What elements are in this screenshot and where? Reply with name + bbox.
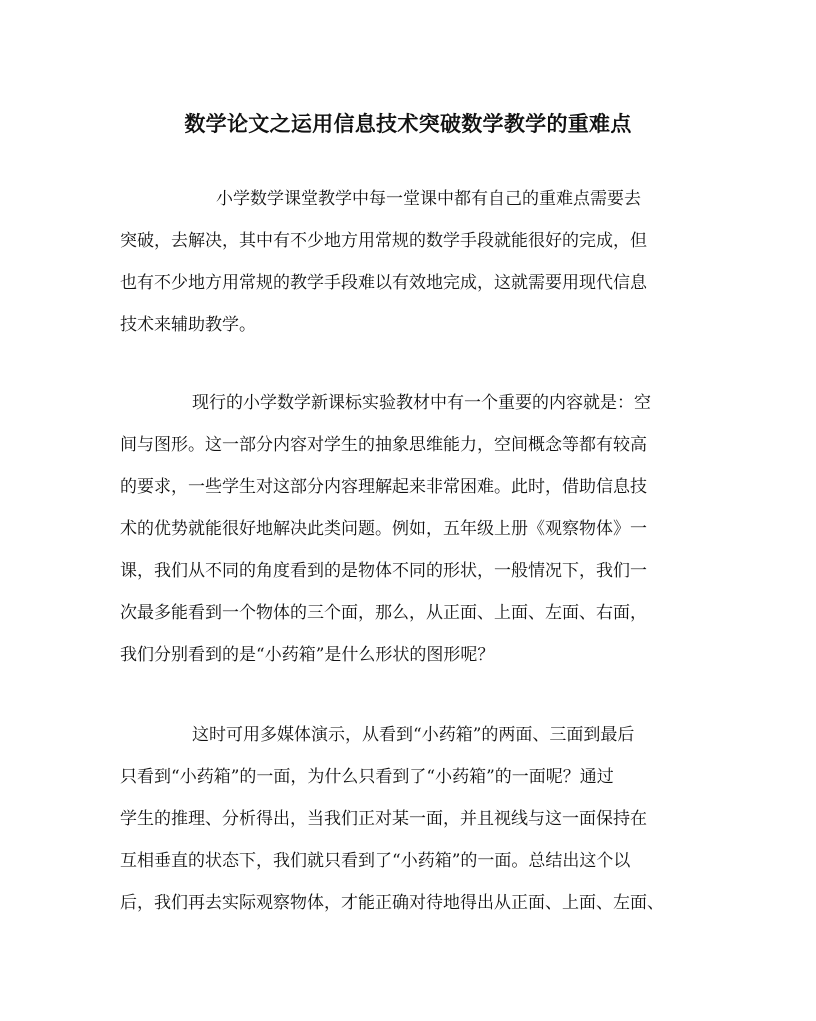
paragraph-line: 术的优势就能很好地解决此类问题。例如，五年级上册《观察物体》一 [120,519,647,539]
paragraph-line: 次最多能看到一个物体的三个面，那么，从正面、上面、左面、右面， [120,603,647,623]
paragraph-line: 只看到“小药箱”的一面，为什么只看到了“小药箱”的一面呢？通过 [120,767,614,787]
paragraph-1 [120,178,647,346]
paragraph-line: 技术来辅助教学。 [120,315,256,335]
paragraph-line: 我们分别看到的是“小药箱”是什么形状的图形呢？ [120,645,495,665]
paragraph-line: 学生的推理、分析得出，当我们正对某一面，并且视线与这一面保持在 [120,809,647,829]
page-title: 数学论文之运用信息技术突破数学教学的重难点 [184,111,632,136]
paragraph-line: 突破，去解决，其中有不少地方用常规的数学手段就能很好的完成，但 [120,231,647,251]
paragraph-line: 后，我们再去实际观察物体，才能正确对待地得出从正面、上面、左面、 [120,893,664,913]
paragraph-line: 间与图形。这一部分内容对学生的抽象思维能力，空间概念等都有较高 [120,435,647,455]
paragraph-line: 小学数学课堂教学中每一堂课中都有自己的重难点需要去 [216,189,641,209]
paragraph-line: 课，我们从不同的角度看到的是物体不同的形状，一般情况下，我们一 [120,561,647,581]
paragraph-2 [120,382,651,676]
paragraph-line: 这时可用多媒体演示，从看到“小药箱”的两面、三面到最后 [192,725,635,745]
paragraph-line: 的要求，一些学生对这部分内容理解起来非常困难。此时，借助信息技 [120,477,647,497]
paragraph-line: 互相垂直的状态下，我们就只看到了“小药箱”的一面。总结出这个以 [120,851,631,871]
paragraph-line: 现行的小学数学新课标实验教材中有一个重要的内容就是：空 [192,393,651,413]
paragraph-line: 也有不少地方用常规的教学手段难以有效地完成，这就需要用现代信息 [120,273,647,293]
paragraph-3 [120,714,664,924]
